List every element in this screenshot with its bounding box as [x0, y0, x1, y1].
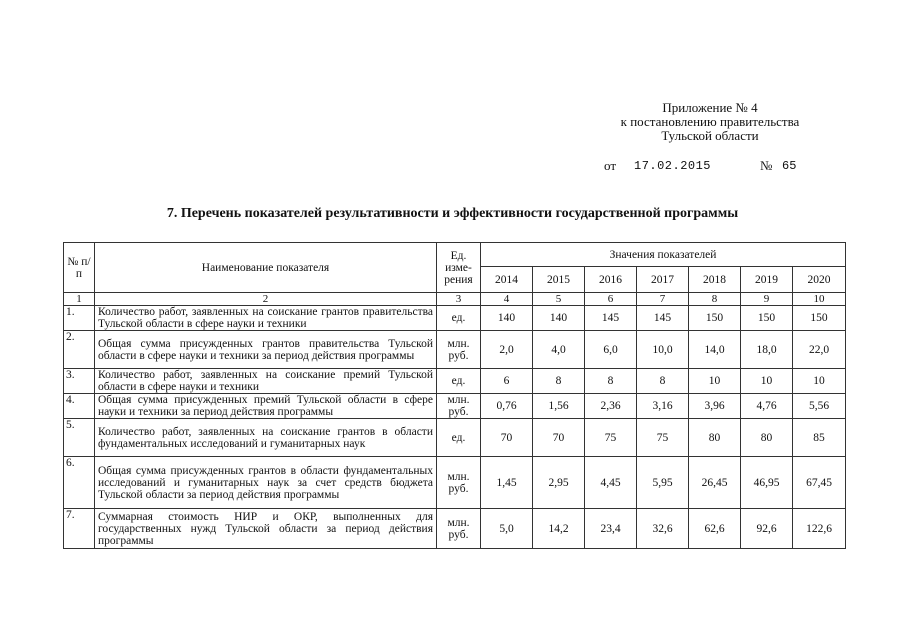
- value-cell: 150: [689, 306, 741, 331]
- value-cell: 5,95: [637, 457, 689, 509]
- year-header: 2020: [793, 267, 846, 293]
- table-row: [64, 306, 846, 331]
- number-prefix: №: [760, 158, 773, 173]
- value-cell: 14,2: [533, 509, 585, 549]
- value-cell: 5,56: [793, 394, 846, 419]
- value-cell: 122,6: [793, 509, 846, 549]
- value-cell: 8: [533, 369, 585, 394]
- column-index-cell: 5: [533, 293, 585, 306]
- unit-cell: ед.: [437, 419, 481, 457]
- value-cell: 3,16: [637, 394, 689, 419]
- unit-cell: млн. руб.: [437, 331, 481, 369]
- header-name: Наименование показателя: [95, 243, 437, 293]
- value-cell: 150: [793, 306, 846, 331]
- column-index-cell: 1: [64, 293, 95, 306]
- row-number: 5.: [64, 419, 95, 457]
- column-index-cell: 2: [95, 293, 437, 306]
- value-cell: 2,36: [585, 394, 637, 419]
- row-number: 4.: [64, 394, 95, 419]
- value-cell: 2,0: [481, 331, 533, 369]
- indicator-name: Суммарная стоимость НИР и ОКР, выполненных для государственных нужд Тульской области за период действия программы: [95, 509, 437, 549]
- header-unit: Ед. изме-рения: [437, 243, 481, 293]
- indicator-name: Количество работ, заявленных на соискание грантов правительства Тульской области в сфере науки и техники: [95, 306, 437, 331]
- value-cell: 3,96: [689, 394, 741, 419]
- column-index-cell: 3: [437, 293, 481, 306]
- indicator-name: Количество работ, заявленных на соискание грантов в области фундаментальных исследований и гуманитарных наук: [95, 419, 437, 457]
- value-cell: 140: [481, 306, 533, 331]
- value-cell: 10: [741, 369, 793, 394]
- header-values: Значения показателей: [481, 243, 846, 267]
- column-index-cell: 9: [741, 293, 793, 306]
- value-cell: 62,6: [689, 509, 741, 549]
- header-num: № п/п: [64, 243, 95, 293]
- value-cell: 1,56: [533, 394, 585, 419]
- row-number: 3.: [64, 369, 95, 394]
- document-title: 7. Перечень показателей результативности и эффективности государственной программы: [166, 206, 739, 221]
- indicator-name: Общая сумма присужденных грантов в области фундаментальных исследований и гуманитарных наук за счет средств бюджета Тульской области за период действия программы: [95, 457, 437, 509]
- value-cell: 140: [533, 306, 585, 331]
- value-cell: 6,0: [585, 331, 637, 369]
- table-row: [64, 457, 846, 509]
- unit-cell: млн. руб.: [437, 509, 481, 549]
- unit-cell: ед.: [437, 306, 481, 331]
- value-cell: 70: [533, 419, 585, 457]
- value-cell: 145: [585, 306, 637, 331]
- value-cell: 4,0: [533, 331, 585, 369]
- indicator-name: Общая сумма присужденных грантов правительства Тульской области в сфере науки и техники за период действия программы: [95, 331, 437, 369]
- column-index-cell: 6: [585, 293, 637, 306]
- table-row: [64, 369, 846, 394]
- value-cell: 150: [741, 306, 793, 331]
- year-header: 2014: [481, 267, 533, 293]
- value-cell: 22,0: [793, 331, 846, 369]
- value-cell: 10: [793, 369, 846, 394]
- value-cell: 26,45: [689, 457, 741, 509]
- value-cell: 10: [689, 369, 741, 394]
- value-cell: 75: [637, 419, 689, 457]
- decree-number: 65: [782, 159, 797, 173]
- unit-cell: млн. руб.: [437, 394, 481, 419]
- row-number: 2.: [64, 331, 95, 369]
- column-index-cell: 4: [481, 293, 533, 306]
- value-cell: 80: [741, 419, 793, 457]
- unit-cell: млн. руб.: [437, 457, 481, 509]
- indicator-name: Общая сумма присужденных премий Тульской области в сфере науки и техники за период действия программы: [95, 394, 437, 419]
- value-cell: 8: [585, 369, 637, 394]
- table-row: [64, 331, 846, 369]
- unit-cell: ед.: [437, 369, 481, 394]
- value-cell: 85: [793, 419, 846, 457]
- value-cell: 2,95: [533, 457, 585, 509]
- appendix-line-1: Приложение № 4: [662, 100, 758, 115]
- value-cell: 145: [637, 306, 689, 331]
- year-header: 2015: [533, 267, 585, 293]
- table-row: [64, 394, 846, 419]
- year-header: 2016: [585, 267, 637, 293]
- value-cell: 5,0: [481, 509, 533, 549]
- column-index-row: [64, 293, 846, 306]
- value-cell: 75: [585, 419, 637, 457]
- decree-date: 17.02.2015: [634, 159, 712, 173]
- value-cell: 67,45: [793, 457, 846, 509]
- indicators-table: [63, 242, 846, 549]
- indicator-name: Количество работ, заявленных на соискание премий Тульской области в сфере науки и техники: [95, 369, 437, 394]
- table-row: [64, 419, 846, 457]
- value-cell: 70: [481, 419, 533, 457]
- value-cell: 4,76: [741, 394, 793, 419]
- date-prefix: от: [604, 158, 617, 173]
- table-row: [64, 509, 846, 549]
- value-cell: 6: [481, 369, 533, 394]
- year-header: 2018: [689, 267, 741, 293]
- value-cell: 8: [637, 369, 689, 394]
- value-cell: 10,0: [637, 331, 689, 369]
- row-number: 7.: [64, 509, 95, 549]
- appendix-line-3: Тульской области: [661, 128, 759, 143]
- value-cell: 32,6: [637, 509, 689, 549]
- row-number: 1.: [64, 306, 95, 331]
- row-number: 6.: [64, 457, 95, 509]
- value-cell: 1,45: [481, 457, 533, 509]
- column-index-cell: 7: [637, 293, 689, 306]
- appendix-line-2: к постановлению правительства: [620, 114, 800, 129]
- column-index-cell: 10: [793, 293, 846, 306]
- value-cell: 92,6: [741, 509, 793, 549]
- value-cell: 23,4: [585, 509, 637, 549]
- value-cell: 18,0: [741, 331, 793, 369]
- appendix-block: [560, 101, 860, 143]
- value-cell: 4,45: [585, 457, 637, 509]
- value-cell: 46,95: [741, 457, 793, 509]
- year-header: 2017: [637, 267, 689, 293]
- value-cell: 0,76: [481, 394, 533, 419]
- column-index-cell: 8: [689, 293, 741, 306]
- value-cell: 14,0: [689, 331, 741, 369]
- year-header: 2019: [741, 267, 793, 293]
- value-cell: 80: [689, 419, 741, 457]
